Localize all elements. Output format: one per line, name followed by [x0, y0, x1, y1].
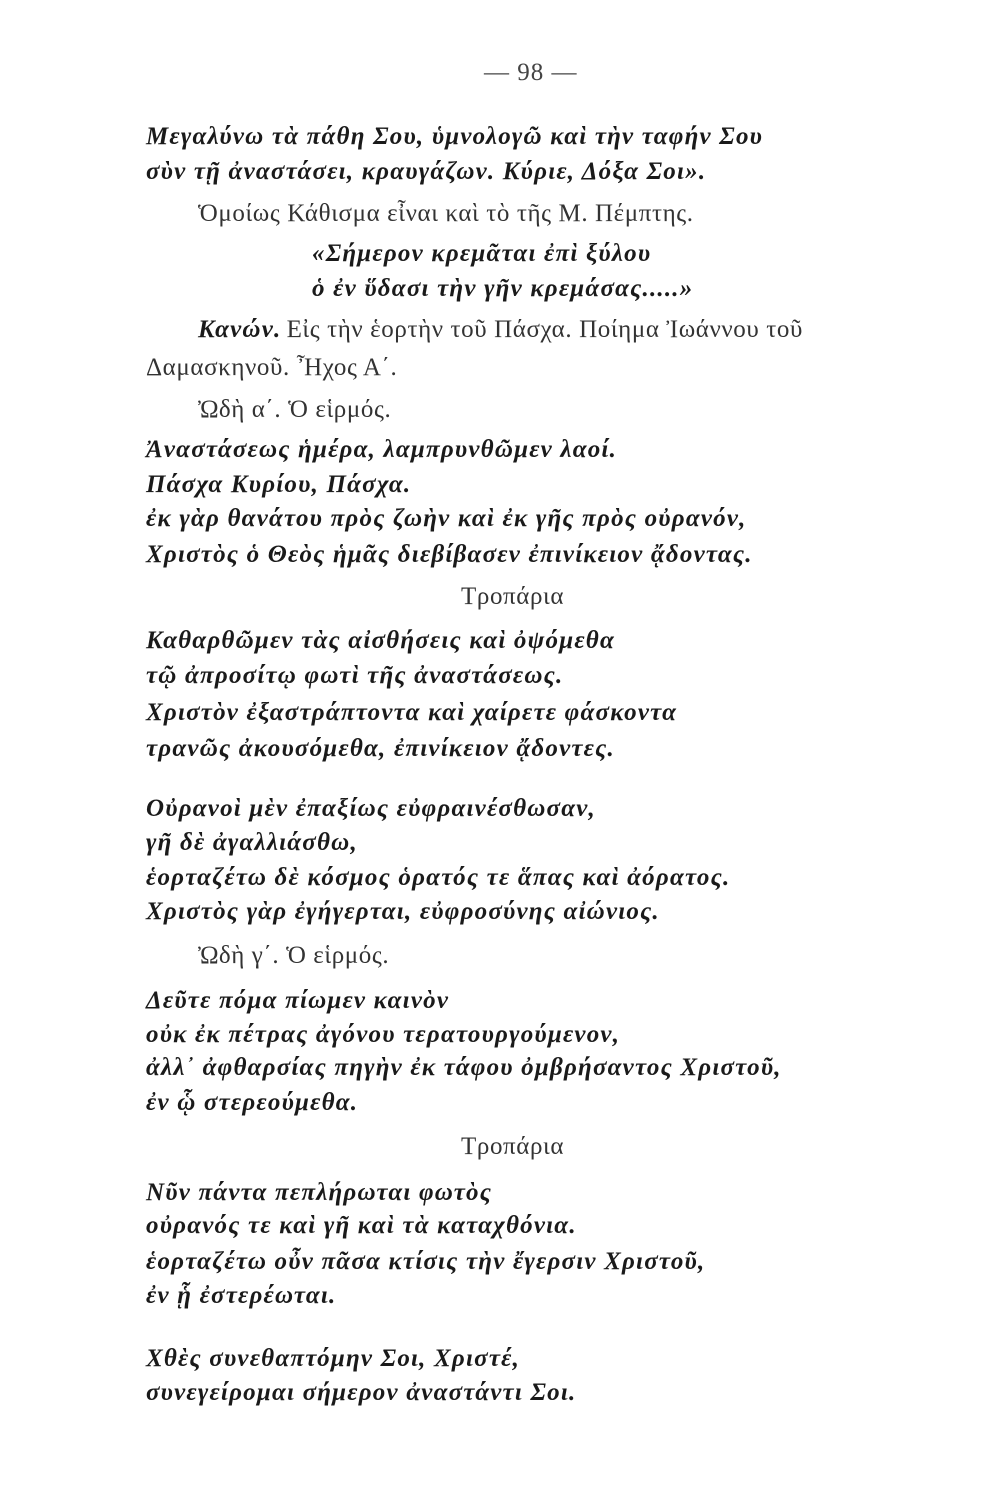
section-heading: Τροπάρια — [461, 1133, 565, 1160]
section-heading: Τροπάρια — [461, 583, 565, 610]
text-line: Δαμασκηνοῦ. Ἦχος Α΄. — [146, 354, 398, 381]
text-line: ἑορταζέτω δὲ κόσμος ὁρατός τε ἅπας καὶ ἀόρατος. — [146, 864, 731, 891]
text-line: Μεγαλύνω τὰ πάθη Σου, ὑμνολογῶ καὶ τὴν ταφήν Σου — [146, 123, 764, 150]
text-line: ἐκ γὰρ θανάτου πρὸς ζωὴν καὶ ἐκ γῆς πρὸς οὐρανόν, — [146, 505, 747, 532]
text-line: Χθὲς συνεθαπτόμην Σοι, Χριστέ, — [146, 1345, 521, 1372]
ode-heading: Ὠδὴ α΄. Ὁ εἱρμός. — [198, 396, 392, 423]
kanon-line — [198, 317, 803, 342]
text-line: Χριστὸν ἐξαστράπτοντα καὶ χαίρετε φάσκοντα — [146, 699, 678, 726]
text-line: ἐν ᾗ ἐστερέωται. — [146, 1282, 337, 1309]
text-line: συνεγείρομαι σήμερον ἀναστάντι Σοι. — [146, 1379, 577, 1406]
text-line: ἐν ᾧ στερεούμεθα. — [146, 1089, 359, 1116]
text-line: Οὐρανοὶ μὲν ἐπαξίως εὐφραινέσθωσαν, — [146, 795, 596, 822]
text-line: σὺν τῇ ἀναστάσει, κραυγάζων. Κύριε, Δόξα Σοι». — [146, 158, 707, 185]
text-line: Πάσχα Κυρίου, Πάσχα. — [146, 471, 412, 498]
text-line: ἀλλ᾽ ἀφθαρσίας πηγὴν ἐκ τάφου ὀμβρήσαντος Χριστοῦ, — [146, 1054, 782, 1081]
kanon-label: Κανών. — [198, 316, 282, 343]
ode-heading: Ὠδὴ γ΄. Ὁ εἱρμός. — [198, 942, 390, 969]
text-line: τῷ ἀπροσίτῳ φωτὶ τῆς ἀναστάσεως. — [146, 662, 564, 689]
text-line: οὐρανός τε καὶ γῆ καὶ τὰ καταχθόνια. — [146, 1212, 577, 1239]
text-line: Δεῦτε πόμα πίωμεν καινὸν — [146, 987, 450, 1014]
text-line: Χριστὸς ὁ Θεὸς ἡμᾶς διεβίβασεν ἐπινίκειον ᾄδοντας. — [146, 541, 753, 568]
page-number: — 98 — — [484, 59, 578, 86]
text-line: Χριστὸς γὰρ ἐγήγερται, εὐφροσύνης αἰώνιος. — [146, 898, 660, 925]
text-line: «Σήμερον κρεμᾶται ἐπὶ ξύλου — [312, 240, 652, 267]
text-line: Καθαρθῶμεν τὰς αἰσθήσεις καὶ ὀψόμεθα — [146, 627, 615, 654]
text-line: γῆ δὲ ἀγαλλιάσθω, — [146, 829, 358, 856]
text-line: ὁ ἐν ὕδασι τὴν γῆν κρεμάσας.....» — [312, 275, 694, 302]
text-line: Νῦν πάντα πεπλήρωται φωτὸς — [146, 1179, 493, 1206]
text-line: τρανῶς ἀκουσόμεθα, ἐπινίκειον ᾄδοντες. — [146, 735, 615, 762]
kanon-description: Εἰς τὴν ἑορτὴν τοῦ Πάσχα. Ποίημα Ἰωάννου τοῦ — [286, 316, 803, 343]
text-line: ἑορταζέτω οὖν πᾶσα κτίσις τὴν ἔγερσιν Χριστοῦ, — [146, 1248, 706, 1275]
text-line: Ἀναστάσεως ἡμέρα, λαμπρυνθῶμεν λαοί. — [146, 436, 618, 463]
text-line: οὐκ ἐκ πέτρας ἀγόνου τερατουργούμενον, — [146, 1021, 621, 1048]
text-line: Ὁμοίως Κάθισμα εἶναι καὶ τὸ τῆς Μ. Πέμπτης. — [198, 200, 694, 227]
